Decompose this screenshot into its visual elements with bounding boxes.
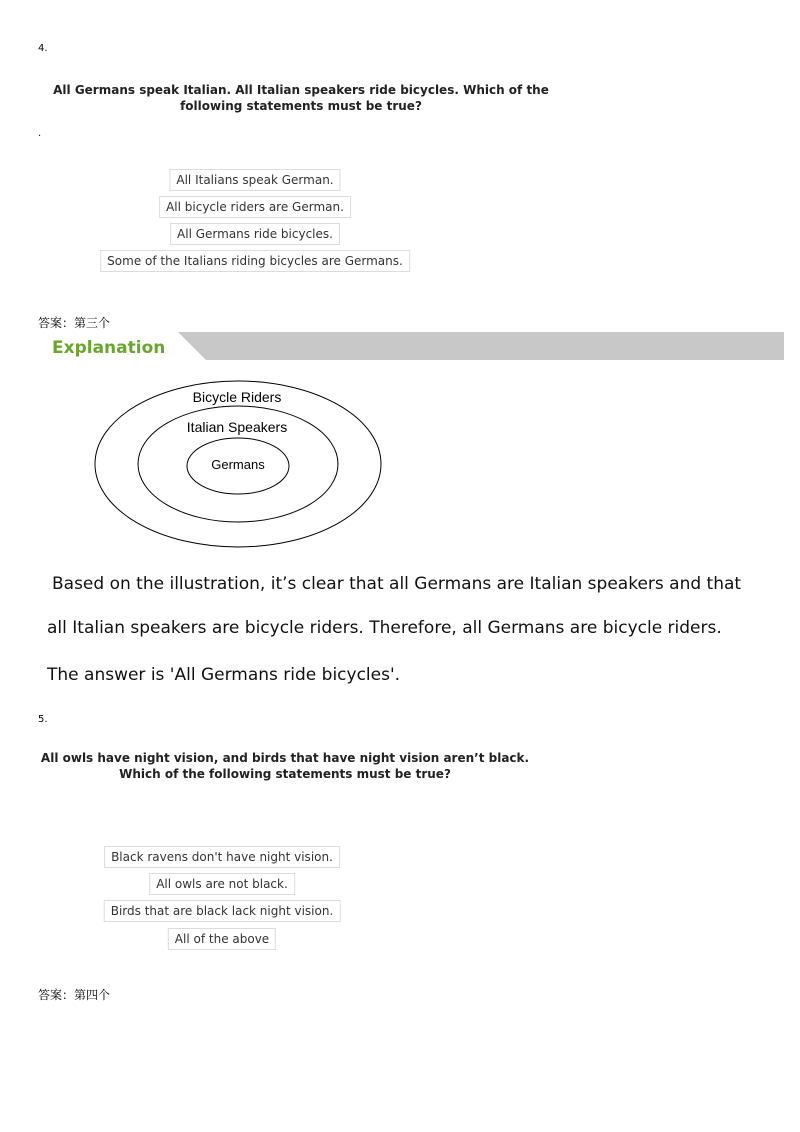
germans-label: Germans xyxy=(211,457,265,472)
q5-option-4[interactable]: All of the above xyxy=(168,928,276,950)
q5-option-3[interactable]: Birds that are black lack night vision. xyxy=(104,900,341,922)
question-5-line-1: All owls have night vision, and birds that have night vision aren’t black. xyxy=(40,751,530,765)
question-4-line-1: All Germans speak Italian. All Italian speakers ride bicycles. Which of the xyxy=(53,83,549,97)
question-4-text xyxy=(40,82,562,114)
venn-diagram xyxy=(90,376,390,554)
q4-answer: 答案：第三个 xyxy=(38,316,111,330)
question-5-text xyxy=(40,750,530,782)
q4-option-2[interactable]: All bicycle riders are German. xyxy=(159,196,351,218)
italian-speakers-label: Italian Speakers xyxy=(186,419,288,435)
explanation-line-1: Based on the illustration, it’s clear that all Germans are Italian speakers and that xyxy=(52,574,742,594)
q5-option-2[interactable]: All owls are not black. xyxy=(149,873,295,895)
bicycle-riders-label: Bicycle Riders xyxy=(192,389,282,405)
explanation-line-3: The answer is 'All Germans ride bicycles'. xyxy=(47,665,401,685)
explanation-line-2: all Italian speakers are bicycle riders. Therefore, all Germans are bicycle riders. xyxy=(47,618,722,638)
explanation-heading: Explanation xyxy=(52,338,166,358)
q4-option-3[interactable]: All Germans ride bicycles. xyxy=(170,223,340,245)
question-5-line-2: Which of the following statements must be true? xyxy=(119,767,451,781)
question-4-line-2: following statements must be true? xyxy=(180,99,422,113)
question-4-number: 4. xyxy=(38,43,48,54)
q4-option-1[interactable]: All Italians speak German. xyxy=(169,169,340,191)
question-5-number: 5. xyxy=(38,714,48,725)
q5-option-1[interactable]: Black ravens don't have night vision. xyxy=(104,846,340,868)
separator-dot: . xyxy=(38,128,42,139)
q4-option-4[interactable]: Some of the Italians riding bicycles are Germans. xyxy=(100,250,410,272)
q5-answer: 答案：第四个 xyxy=(38,988,111,1002)
